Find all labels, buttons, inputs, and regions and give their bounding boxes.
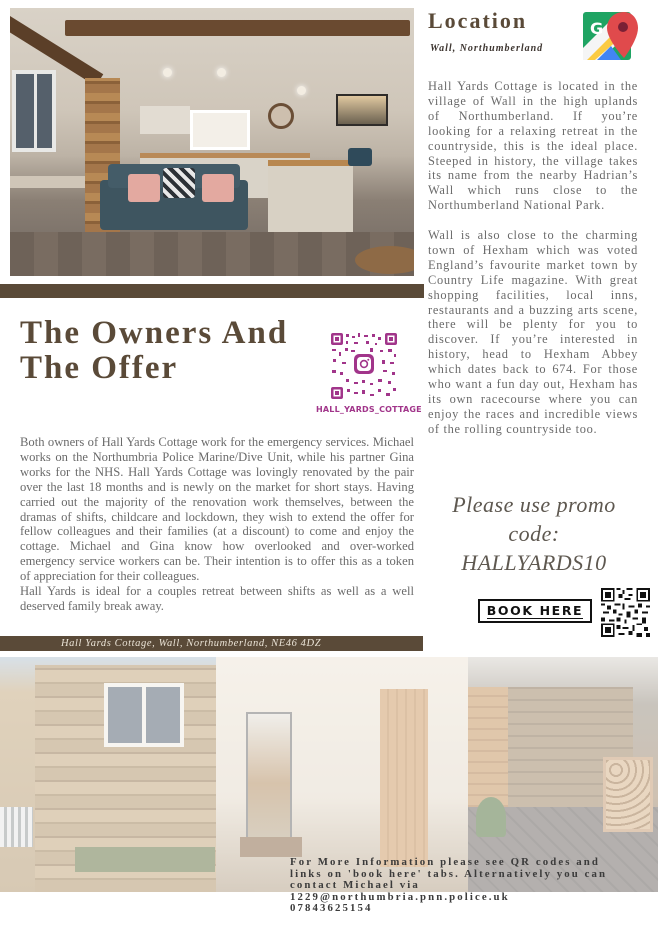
booking-qr-code[interactable] <box>601 588 650 637</box>
contact-line: contact Michael via <box>290 879 420 891</box>
cushion <box>128 174 160 202</box>
promo-line: Please use promo <box>452 492 616 517</box>
location-subtitle: Wall, Northumberland <box>430 43 544 54</box>
pendant-lamp <box>297 86 306 95</box>
location-heading: Location <box>428 8 528 33</box>
wall-clock <box>268 103 294 129</box>
hero-photo <box>10 8 414 276</box>
pendant-lamp <box>163 68 172 77</box>
contact-line: links on 'book here' tabs. Alternatively you can <box>290 867 608 880</box>
svg-text:G: G <box>590 19 604 38</box>
oak-door <box>380 689 428 867</box>
promo-block <box>430 490 638 577</box>
pendant-lamp <box>217 68 226 77</box>
kitchen-cabinet <box>140 106 190 134</box>
contact-email[interactable]: 1229@northumbria.pnn.police.uk <box>290 890 510 903</box>
ceiling-beam <box>65 20 410 36</box>
location-paragraph: Hall Yards Cottage is located in the village of Wall in the high uplands of Northumberland. If you’re looking for a relaxing retreat in the countryside, this is the ideal place. Steeped in history, the village takes its name from the nearby Hadrian’s Wall which runs close to the Northumberland National Park. <box>428 79 638 213</box>
kitchen-island <box>268 160 353 238</box>
owners-body <box>20 435 414 638</box>
door-mat <box>240 837 302 857</box>
owners-paragraph: Both owners of Hall Yards Cottage work for the emergency services. Michael works on the Northumbria Police Marine/Dive Unit, while his partner Gina works for the NHS. Hall Yards Cottage was lovingly renovated by the pair over the last 18 months and is newly on the market for short stays. Having carried out the majority of the renovation work themselves, between the dramas of shifts, childcare and lockdown, they wish to extend the offer for fellow colleagues and their families (at a discount) to come and enjoy the cottage. Michael and Gina know how overlooked and over-worked emergency service workers can be. Their intention is to offer this as a token of appreciation for their colleagues. <box>20 435 414 584</box>
window <box>104 683 184 747</box>
location-paragraph: Wall is also close to the charming town of Hexham which was voted England’s favourite market town by Country Life magazine. With great shopping facilities, local inns, restaurants and a buzzing arts scene, there will be plenty for you to discover. If you’re interested in history, head to Hexham Abbey which dates back to 674. For those who want a fun day out, Hexham has its own racecourse where you can enjoy the races and incredible views of the rolling countryside too. <box>428 228 638 436</box>
owners-paragraph: Hall Yards is ideal for a couples retreat between shifts as well as a well deserved family break away. <box>20 584 414 613</box>
owners-heading: The Owners And The Offer <box>20 315 289 386</box>
window-seat <box>10 176 88 188</box>
promo-code: HALLYARDS10 <box>461 550 607 575</box>
instagram-qr-code[interactable] <box>330 332 398 400</box>
google-maps-icon[interactable] <box>583 10 638 62</box>
book-here-button[interactable] <box>478 599 592 623</box>
promo-line: code: <box>508 521 560 546</box>
cushion <box>202 174 234 202</box>
contact-line: For More Information please see QR codes and <box>290 856 601 868</box>
open-doorway <box>246 712 292 842</box>
address-text: Hall Yards Cottage, Wall, Northumberland, NE46 4DZ <box>61 638 322 649</box>
wall-art <box>336 94 388 126</box>
plant-pot <box>476 797 506 837</box>
kitchen-window <box>190 110 250 150</box>
divider-bar <box>0 284 424 298</box>
book-here-label: BOOK HERE <box>486 603 584 618</box>
contact-phone[interactable]: 07843625154 <box>290 902 373 914</box>
garden-gate <box>0 807 33 847</box>
bar-stool <box>348 148 372 166</box>
location-body <box>428 79 638 452</box>
window <box>12 70 56 152</box>
address-bar <box>0 636 423 651</box>
contact-info <box>290 857 650 915</box>
cushion <box>163 168 195 198</box>
log-store <box>603 757 653 832</box>
flower-bed <box>75 847 215 872</box>
instagram-handle[interactable]: HALL_YARDS_COTTAGE <box>316 405 422 414</box>
gallery-photo-exterior <box>0 657 216 892</box>
wood-floor <box>10 232 414 276</box>
